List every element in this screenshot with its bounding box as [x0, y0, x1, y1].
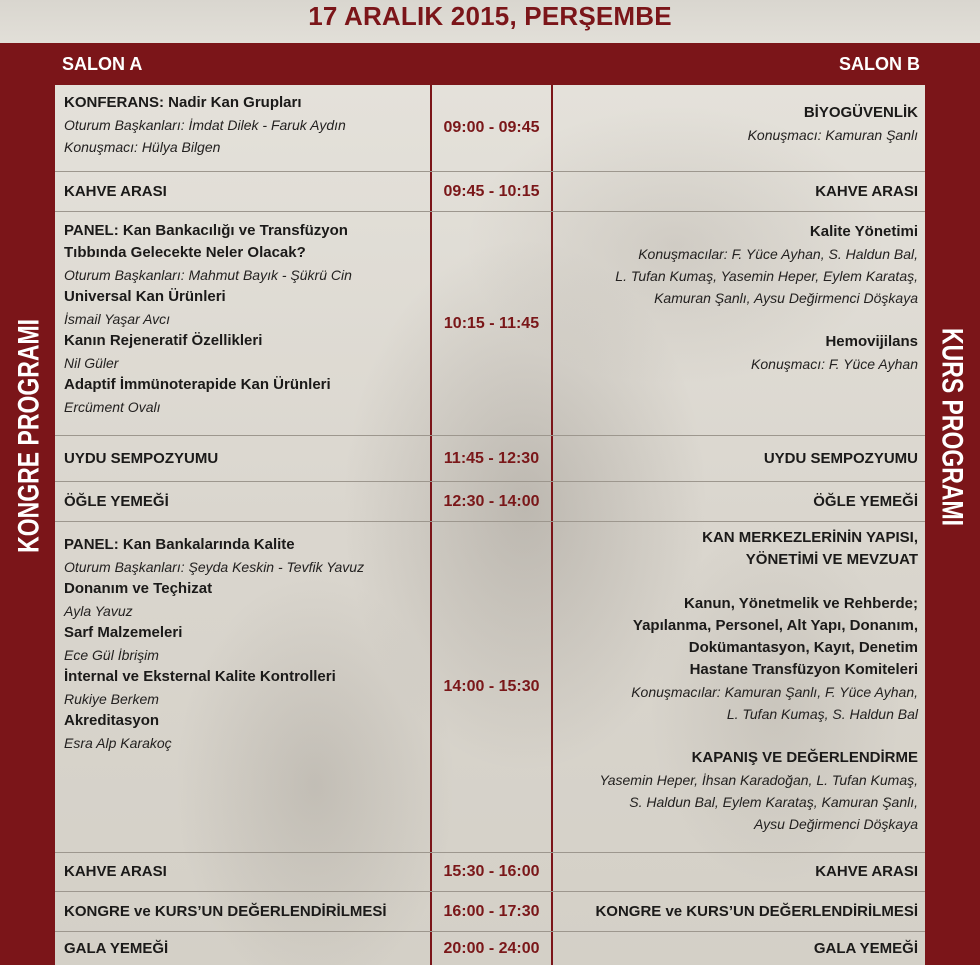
- session-item: [64, 374, 421, 418]
- session-title: GALA YEMEĞİ: [64, 939, 169, 957]
- schedule-row: [55, 892, 925, 932]
- session-item: [64, 181, 421, 203]
- session-title: PANEL: Kan Bankacılığı ve Transfüzyon: [64, 222, 348, 239]
- session-item: [64, 286, 421, 330]
- salon-b-cell: [553, 172, 925, 211]
- course-program-side: [925, 300, 980, 554]
- salon-a-cell: [55, 212, 430, 435]
- session-item: [560, 181, 918, 203]
- salon-b-header: SALON B: [839, 54, 920, 74]
- schedule-row: [55, 85, 925, 172]
- salon-b-cell: [553, 892, 925, 931]
- time-range: 20:00 - 24:00: [443, 939, 540, 957]
- session-speaker: Oturum Başkanları: Mahmut Bayık - Şükrü Cin: [64, 267, 352, 283]
- session-speaker: Esra Alp Karakoç: [64, 735, 172, 751]
- session-title: UYDU SEMPOZYUMU: [763, 449, 918, 467]
- session-item: [560, 102, 918, 146]
- session-title: Dokümantasyon, Kayıt, Denetim: [688, 639, 918, 656]
- session-item: [64, 622, 421, 666]
- session-title: Kalite Yönetimi: [809, 223, 918, 240]
- session-item: [560, 593, 918, 725]
- session-speaker: Konuşmacılar: Kamuran Şanlı, F. Yüce Ayhan,: [631, 684, 918, 700]
- schedule-row: [55, 522, 925, 853]
- salon-a-cell: [55, 892, 430, 931]
- salon-a-cell: [55, 932, 430, 965]
- salon-a-cell: [55, 172, 430, 211]
- time-range: 11:45 - 12:30: [443, 449, 540, 467]
- congress-program-side: [0, 300, 55, 572]
- course-program-label: KURS PROGRAMI: [935, 327, 970, 527]
- session-title: KAHVE ARASI: [815, 863, 918, 880]
- session-title: PANEL: Kan Bankalarında Kalite: [64, 536, 295, 553]
- session-speaker: S. Haldun Bal, Eylem Karataş, Kamuran Şanlı,: [629, 794, 918, 810]
- session-title: Universal Kan Ürünleri: [64, 288, 226, 305]
- session-item: [560, 331, 918, 375]
- time-cell: [430, 85, 553, 171]
- session-title: Sarf Malzemeleri: [64, 624, 183, 641]
- salon-b-cell: [553, 436, 925, 481]
- session-title: KAHVE ARASI: [64, 182, 167, 200]
- schedule-row: [55, 212, 925, 436]
- session-speaker: Oturum Başkanları: Şeyda Keskin - Tevfik Yavuz: [64, 559, 365, 575]
- time-cell: [430, 482, 553, 521]
- session-title: KONGRE ve KURS’UN DEĞERLENDİRİLMESİ: [595, 902, 918, 920]
- time-range: 09:45 - 10:15: [443, 182, 540, 200]
- session-item: [64, 92, 421, 158]
- schedule-row: [55, 932, 925, 965]
- session-item: [64, 901, 421, 923]
- session-title: KONFERANS: Nadir Kan Grupları: [64, 94, 302, 111]
- session-item: [560, 448, 918, 470]
- session-title: ÖĞLE YEMEĞİ: [813, 492, 918, 510]
- session-item: [64, 220, 421, 286]
- session-item: [64, 666, 421, 710]
- session-speaker: Konuşmacılar: F. Yüce Ayhan, S. Haldun Bal,: [638, 246, 918, 262]
- schedule-row: [55, 172, 925, 212]
- time-range: 09:00 - 09:45: [443, 119, 540, 136]
- session-title: Hemovijilans: [825, 333, 918, 350]
- session-item: [560, 491, 918, 513]
- session-title: Tıbbında Gelecekte Neler Olacak?: [64, 244, 306, 261]
- salon-b-cell: [553, 932, 925, 965]
- session-title: ÖĞLE YEMEĞİ: [64, 492, 169, 510]
- time-range: 12:30 - 14:00: [443, 492, 540, 510]
- page-title: 17 ARALIK 2015, PERŞEMBE: [308, 1, 672, 31]
- salon-b-cell: [553, 522, 925, 852]
- session-item: [560, 938, 918, 960]
- session-item: [560, 861, 918, 883]
- session-speaker: Nil Güler: [64, 355, 119, 371]
- session-item: [64, 534, 421, 578]
- salon-a-cell: [55, 853, 430, 891]
- salon-b-cell: [553, 212, 925, 435]
- session-item: [64, 491, 421, 513]
- session-title: Yapılanma, Personel, Alt Yapı, Donanım,: [632, 617, 918, 634]
- session-item: [560, 747, 918, 835]
- salon-a-cell: [55, 522, 430, 852]
- session-speaker: Ayla Yavuz: [64, 603, 133, 619]
- session-title: Akreditasyon: [64, 712, 160, 729]
- session-title: UYDU SEMPOZYUMU: [64, 449, 219, 467]
- session-item: [64, 861, 421, 883]
- session-speaker: L. Tufan Kumaş, Yasemin Heper, Eylem Karataş,: [615, 268, 918, 284]
- session-title: KONGRE ve KURS’UN DEĞERLENDİRİLMESİ: [64, 902, 387, 920]
- session-speaker: Ercüment Ovalı: [64, 399, 161, 415]
- session-title: KAPANIŞ VE DEĞERLENDİRME: [691, 749, 918, 766]
- session-title: Adaptif İmmünoterapide Kan Ürünleri: [64, 376, 331, 393]
- session-speaker: Ece Gül İbrişim: [64, 647, 159, 663]
- session-title: Donanım ve Teçhizat: [64, 580, 213, 597]
- time-range: 14:00 - 15:30: [443, 678, 540, 695]
- session-speaker: Kamuran Şanlı, Aysu Değirmenci Döşkaya: [654, 290, 918, 306]
- salon-a-header: SALON A: [62, 54, 143, 74]
- session-title: GALA YEMEĞİ: [813, 939, 918, 957]
- title-strip: [0, 0, 980, 43]
- session-item: [64, 448, 421, 470]
- schedule-row: [55, 436, 925, 482]
- session-title: Kanın Rejeneratif Özellikleri: [64, 332, 263, 349]
- session-speaker: İsmail Yaşar Avcı: [64, 311, 171, 327]
- time-range: 16:00 - 17:30: [443, 902, 540, 920]
- congress-program-label: KONGRE PROGRAMI: [10, 319, 45, 553]
- schedule-row: [55, 482, 925, 522]
- salon-b-cell: [553, 482, 925, 521]
- session-title: Kanun, Yönetmelik ve Rehberde;: [684, 595, 918, 612]
- time-cell: [430, 853, 553, 891]
- salon-b-cell: [553, 853, 925, 891]
- time-cell: [430, 892, 553, 931]
- session-item: [560, 901, 918, 923]
- session-speaker: Yasemin Heper, İhsan Karadoğan, L. Tufan Kumaş,: [599, 772, 918, 788]
- schedule-row: [55, 853, 925, 892]
- session-item: [560, 221, 918, 309]
- session-item: [64, 330, 421, 374]
- session-title: KAHVE ARASI: [64, 863, 167, 880]
- session-title: BİYOGÜVENLİK: [803, 104, 918, 121]
- schedule-table: [55, 85, 925, 965]
- session-title: YÖNETİMİ VE MEVZUAT: [745, 551, 918, 568]
- session-speaker: Rukiye Berkem: [64, 691, 159, 707]
- session-speaker: Konuşmacı: F. Yüce Ayhan: [751, 356, 918, 372]
- time-cell: [430, 172, 553, 211]
- session-item: [64, 938, 421, 960]
- session-title: Hastane Transfüzyon Komiteleri: [689, 661, 918, 678]
- salon-b-cell: [553, 85, 925, 171]
- time-cell: [430, 522, 553, 852]
- session-title: KAHVE ARASI: [815, 182, 918, 200]
- session-item: [560, 527, 918, 571]
- salon-a-cell: [55, 436, 430, 481]
- time-cell: [430, 932, 553, 965]
- salon-a-cell: [55, 482, 430, 521]
- time-range: 10:15 - 11:45: [443, 314, 540, 332]
- session-speaker: Aysu Değirmenci Döşkaya: [753, 816, 918, 832]
- session-item: [64, 578, 421, 622]
- time-cell: [430, 436, 553, 481]
- session-title: İnternal ve Eksternal Kalite Kontrolleri: [64, 668, 336, 685]
- session-item: [64, 710, 421, 754]
- time-cell: [430, 212, 553, 435]
- session-speaker: Konuşmacı: Kamuran Şanlı: [747, 127, 918, 143]
- salon-a-cell: [55, 85, 430, 171]
- session-speaker: L. Tufan Kumaş, S. Haldun Bal: [726, 706, 918, 722]
- session-speaker: Konuşmacı: Hülya Bilgen: [64, 139, 221, 155]
- session-title: KAN MERKEZLERİNİN YAPISI,: [702, 529, 918, 546]
- session-speaker: Oturum Başkanları: İmdat Dilek - Faruk Aydın: [64, 117, 346, 133]
- time-range: 15:30 - 16:00: [443, 863, 540, 880]
